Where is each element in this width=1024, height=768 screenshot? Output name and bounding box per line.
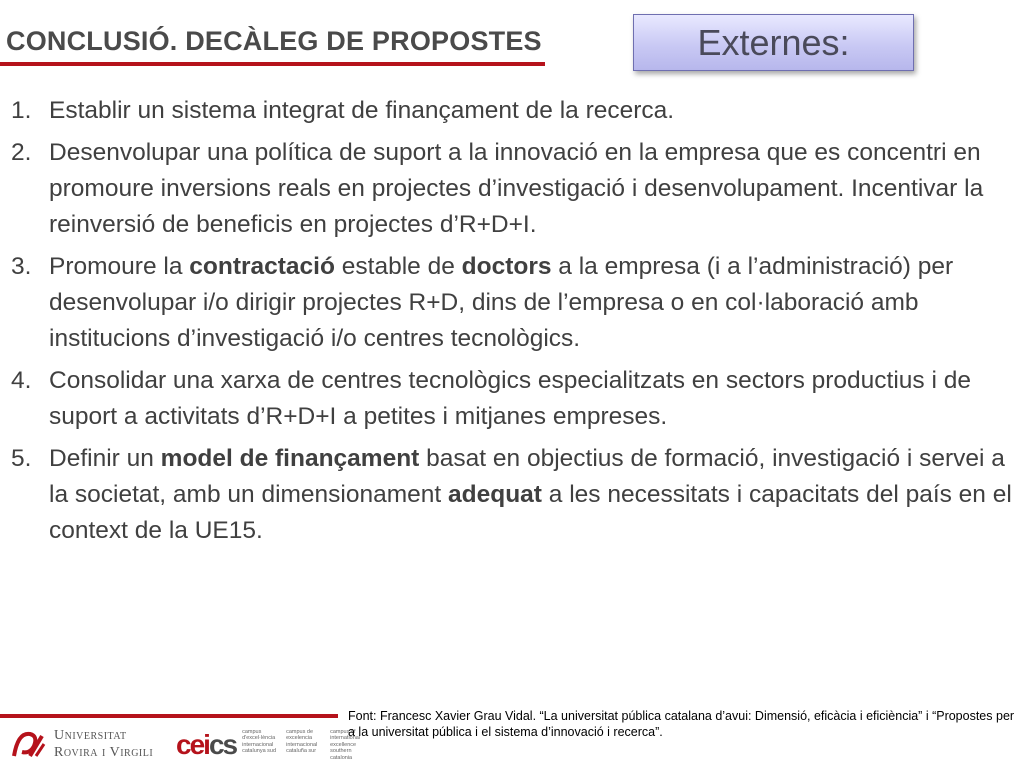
source-citation: Font: Francesc Xavier Grau Vidal. “La universitat pública catalana d’avui: Dimensió, eficàcia i eficiència” i “Propostes per a la universitat pública i el sistema d’innovació i recerca”. — [348, 709, 1015, 739]
ceics-tagline-es: campus de excelencia internacional cataluña sur — [286, 728, 318, 755]
emphasis-text: adequat — [448, 481, 542, 508]
ceics-logo-icon: ceics — [176, 729, 237, 760]
urv-logo-text — [54, 727, 153, 761]
title-underline — [0, 62, 545, 66]
proposal-number: 2. — [11, 139, 32, 166]
proposal-number: 4. — [11, 367, 32, 394]
body-text: basat en objectius de formació, investigació i servei a la societat, amb un dimensionament — [49, 445, 1005, 508]
body-text: Definir un — [49, 445, 161, 472]
body-text: Desenvolupar una política de suport a la innovació en la empresa que es concentri en promoure inversions reals en projectes d’investigació i desenvolupament. Incentivar la reinversió de beneficis en projectes d’R+D+I. — [49, 139, 984, 238]
proposal-number: 3. — [11, 253, 32, 280]
proposal-item — [8, 363, 1020, 435]
body-text: a les necessitats i capacitats del país en el context de la UE15. — [49, 481, 1012, 544]
proposals-list — [8, 93, 1020, 555]
proposal-text — [49, 253, 953, 352]
proposal-text — [49, 445, 1012, 544]
emphasis-text: contractació — [189, 253, 335, 280]
ceics-tagline-ca: campus d'excel·lència internacional catalunya sud — [242, 728, 277, 755]
urv-logo-icon — [8, 726, 48, 762]
ceics-logo — [176, 726, 361, 764]
proposal-number: 1. — [11, 97, 32, 124]
emphasis-text: doctors — [461, 253, 552, 280]
body-text: Consolidar una xarxa de centres tecnològics especialitzats en sectors productius i de suport a activitats d’R+D+I a petites i mitjanes empreses. — [49, 367, 971, 430]
ceics-tagline-en: campus of international excellence southern catalonia — [330, 728, 361, 761]
proposal-item — [8, 93, 1020, 129]
proposal-number: 5. — [11, 445, 32, 472]
urv-logo — [8, 724, 168, 764]
proposal-item — [8, 249, 1020, 357]
footer-rule — [0, 714, 338, 718]
proposal-item — [8, 135, 1020, 243]
proposal-text — [49, 139, 983, 238]
body-text: a la empresa (i a l’administració) per desenvolupar i/o dirigir projectes R+D, dins de l’empresa o en col·laboració amb institucions d’investigació i/o centres tecnològics. — [49, 253, 954, 352]
slide-title: CONCLUSIÓ. DECÀLEG DE PROPOSTES — [6, 26, 542, 56]
proposal-text — [49, 97, 674, 124]
urv-line-2: Rovira i Virgili — [54, 745, 154, 760]
proposal-text — [49, 367, 971, 430]
emphasis-text: model de finançament — [160, 445, 420, 472]
body-text: Establir un sistema integrat de finançament de la recerca. — [49, 97, 675, 124]
proposal-item — [8, 441, 1020, 549]
body-text: Promoure la — [49, 253, 190, 280]
externes-badge: Externes: — [633, 14, 914, 71]
urv-line-1: Universitat — [54, 728, 127, 743]
body-text: estable de — [334, 253, 462, 280]
